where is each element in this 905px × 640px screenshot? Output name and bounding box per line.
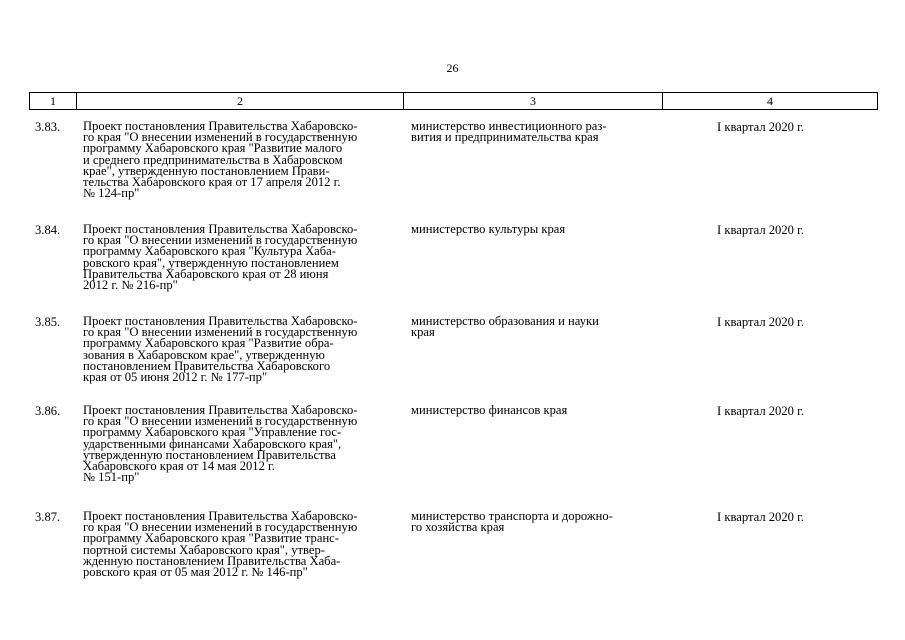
header-col-1: 1 xyxy=(30,93,77,110)
row-term: I квартал 2020 г. xyxy=(717,223,804,237)
row-term: I квартал 2020 г. xyxy=(717,510,804,524)
header-col-2: 2 xyxy=(77,93,404,110)
row-executor: министерство культуры края xyxy=(411,222,566,236)
row-description: Проект постановления Правительства Хабаровско- го края "О внесении изменений в государственную программу Хабаровского края "Развитие обра- зования в Хабаровском крае", утвержденную постановлением Правительства Хабаровского края от 05 июня 2012 г. № 177-пр" xyxy=(83,314,358,385)
row-description: Проект постановления Правительства Хабаровско- го края "О внесении изменений в государственную программу Хабаровского края "Развитие малого и среднего предпринимательства в Хабаровском крае", утвержденную постановлением Прави- тельства Хабаровского края от 17 апреля 2012 г. № 124-пр" xyxy=(83,119,358,201)
page-number: 26 xyxy=(446,61,459,75)
row-number: 3.87. xyxy=(35,510,61,524)
row-number: 3.83. xyxy=(35,120,61,134)
row-term: I квартал 2020 г. xyxy=(717,315,804,329)
row-executor: министерство инвестиционного раз- вития и предпринимательства края xyxy=(411,119,607,145)
row-description: Проект постановления Правительства Хабаровско- го края "О внесении изменений в государственную программу Хабаровского края "Управление гос- ударственными финансами Хабаровского края", утвержденную постановлением Правительства Хабаровского края от 14 мая 2012 г. № 151-пр" xyxy=(83,403,358,485)
header-row xyxy=(30,93,878,110)
row-number: 3.85. xyxy=(35,315,61,329)
row-description: Проект постановления Правительства Хабаровско- го края "О внесении изменений в государственную программу Хабаровского края "Культура Хаба- ровского края", утвержденную постановлением Правительства Хабаровского края от 28 июня 2012 г. № 216-пр" xyxy=(83,222,358,293)
row-term: I квартал 2020 г. xyxy=(717,120,804,134)
row-term: I квартал 2020 г. xyxy=(717,404,804,418)
row-number: 3.84. xyxy=(35,223,61,237)
row-description: Проект постановления Правительства Хабаровско- го края "О внесении изменений в государственную программу Хабаровского края "Развитие транс- портной системы Хабаровского края", утвер- жденную постановлением Правительства Хаба- ровского края от 05 мая 2012 г. № 146-пр" xyxy=(83,509,358,580)
row-number: 3.86. xyxy=(35,404,61,418)
row-executor: министерство транспорта и дорожно- го хозяйства края xyxy=(411,509,613,535)
table-header xyxy=(29,92,878,110)
row-executor: министерство финансов края xyxy=(411,403,568,417)
header-col-3: 3 xyxy=(404,93,663,110)
row-executor: министерство образования и науки края xyxy=(411,314,599,340)
header-col-4: 4 xyxy=(663,93,878,110)
